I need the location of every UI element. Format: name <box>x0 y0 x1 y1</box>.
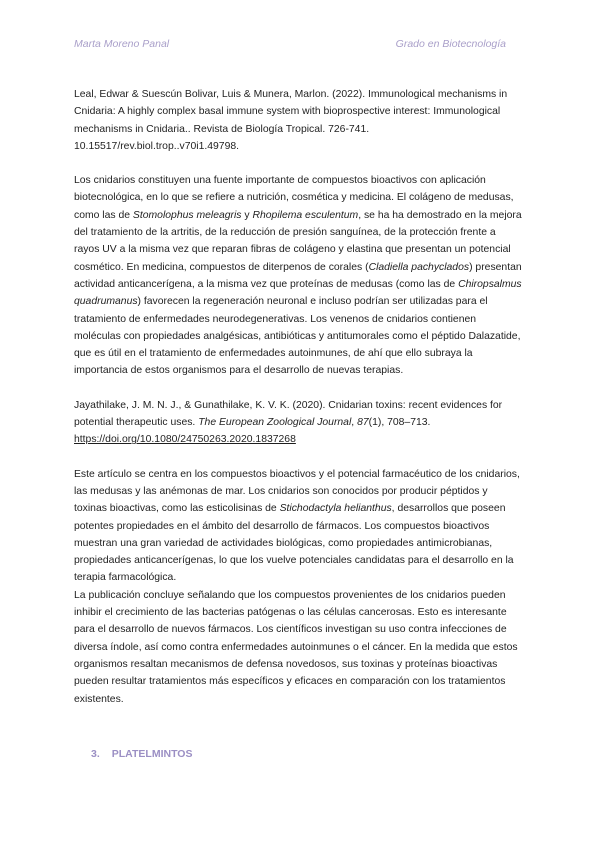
species-name: Stichodactyla helianthus <box>279 503 392 515</box>
paragraph-conclusion: La publicación concluye señalando que los compuestos provenientes de los cnidarios pueden inhibir el crecimiento de las bacterias patógenas o las células cancerosas. Esto es interesante para el desarrollo de nuevos fármacos. Los científicos investigan su uso contra infecciones de diversa índole, así como contra enfermedades autoinmunes o el cáncer. En la medida que estos organismos resaltan mecanismos de defensa novedosos, sus toxinas y proteínas bioactivas pueden resultar tratamientos más específicos y eficaces en comparación con los tratamientos existentes. <box>74 589 518 705</box>
species-name: Chiropsalmus quadrumanus <box>74 278 522 308</box>
species-name: Stomolophus meleagris <box>132 209 242 221</box>
paragraph-cnidarios-bioactivos <box>74 172 522 380</box>
text-run: ) favorecen la regeneración neuronal e incluso podrían ser utilizadas para el tratamiento de enfermedades neurodegenerativas. Los venenos de cnidarios contienen moléculas con propiedades analgésicas, antibióticas y antitumorales como el péptido Dalazatide, que es útil en el tratamiento de enfermedades autoinmunes, de ahí que ello subraya la importancia de estos organismos para el desarrollo de nuevas terapias. <box>74 296 521 377</box>
text-run: (1), 708–713. <box>368 417 431 429</box>
doi-link[interactable]: https://doi.org/10.1080/24750263.2020.1837268 <box>74 434 296 446</box>
spacer <box>74 155 522 172</box>
section-heading-platelmintos <box>74 746 522 763</box>
page-body <box>74 86 522 763</box>
section-title: PLATELMINTOS <box>111 747 193 760</box>
spacer <box>74 708 522 746</box>
header-author: Marta Moreno Panal <box>74 38 170 50</box>
species-name: Cladiella pachyclados <box>368 261 470 273</box>
reference-leal-2022: Leal, Edwar & Suescún Bolivar, Luis & Munera, Marlon. (2022). Immunological mechanisms in Cnidaria: A highly complex basal immune system with bioprospective interest: Immunological mechanisms in Cnidaria.. Revista de Biología Tropical. 726-741. 10.15517/rev.biol.trop..v70i1.49798. <box>74 89 508 152</box>
spacer <box>74 380 522 397</box>
spacer <box>74 449 522 466</box>
text-run: Este artículo se centra en los compuestos bioactivos y el potencial farmacéutico de los cnidarios, las medusas y las anémonas de mar. Los cnidarios son conocidos por producir péptidos y toxinas bioactivas, como las esticolisinas de <box>74 468 520 515</box>
text-run: ) presentan actividad anticancerígena, a la misma vez que proteínas de medusas (como las de <box>74 261 522 290</box>
text-run: Los cnidarios constituyen una fuente importante de compuestos bioactivos con aplicación biotecnológica, en lo que se refiere a nutrición, cosmética y medicina. El colágeno de medusas, como las de <box>74 175 514 221</box>
text-run: y <box>241 209 253 221</box>
text-run: , desarrollos que poseen potentes propiedades en el ámbito del desarrollo de fármacos. Los compuestos bioactivos muestran una gran variedad de actividades biológicas, como propiedades antimicrobianas, propiedades anticancerígenas, lo que los vuelve potenciales candidatas para el desarrollo en la terapia farmacológica. <box>74 503 514 584</box>
text-run: , se ha ha demostrado en la mejora del tratamiento de la artritis, de la reducción de presión sanguínea, de la protección frente a rayos UV a la misma vez que reparan fibras de colágeno y elastina que presentan un potencial cosmético. En medicina, compuestos de diterpenos de corales ( <box>74 209 522 273</box>
header-degree: Grado en Biotecnología <box>395 38 506 50</box>
journal-name: The European Zoological Journal <box>198 417 352 429</box>
page-header <box>74 38 506 54</box>
section-number: 3. <box>91 747 100 760</box>
reference-jayathilake-2020 <box>74 397 522 449</box>
paragraph-articulo-resumen <box>74 466 522 587</box>
journal-volume: 87 <box>357 417 369 429</box>
species-name: Rhopilema esculentum <box>252 209 359 221</box>
text-run: Jayathilake, J. M. N. J., & Gunathilake, K. V. K. (2020). Cnidarian toxins: recent evidences for potential therapeutic uses. <box>74 399 503 429</box>
text-run: , <box>351 417 358 429</box>
